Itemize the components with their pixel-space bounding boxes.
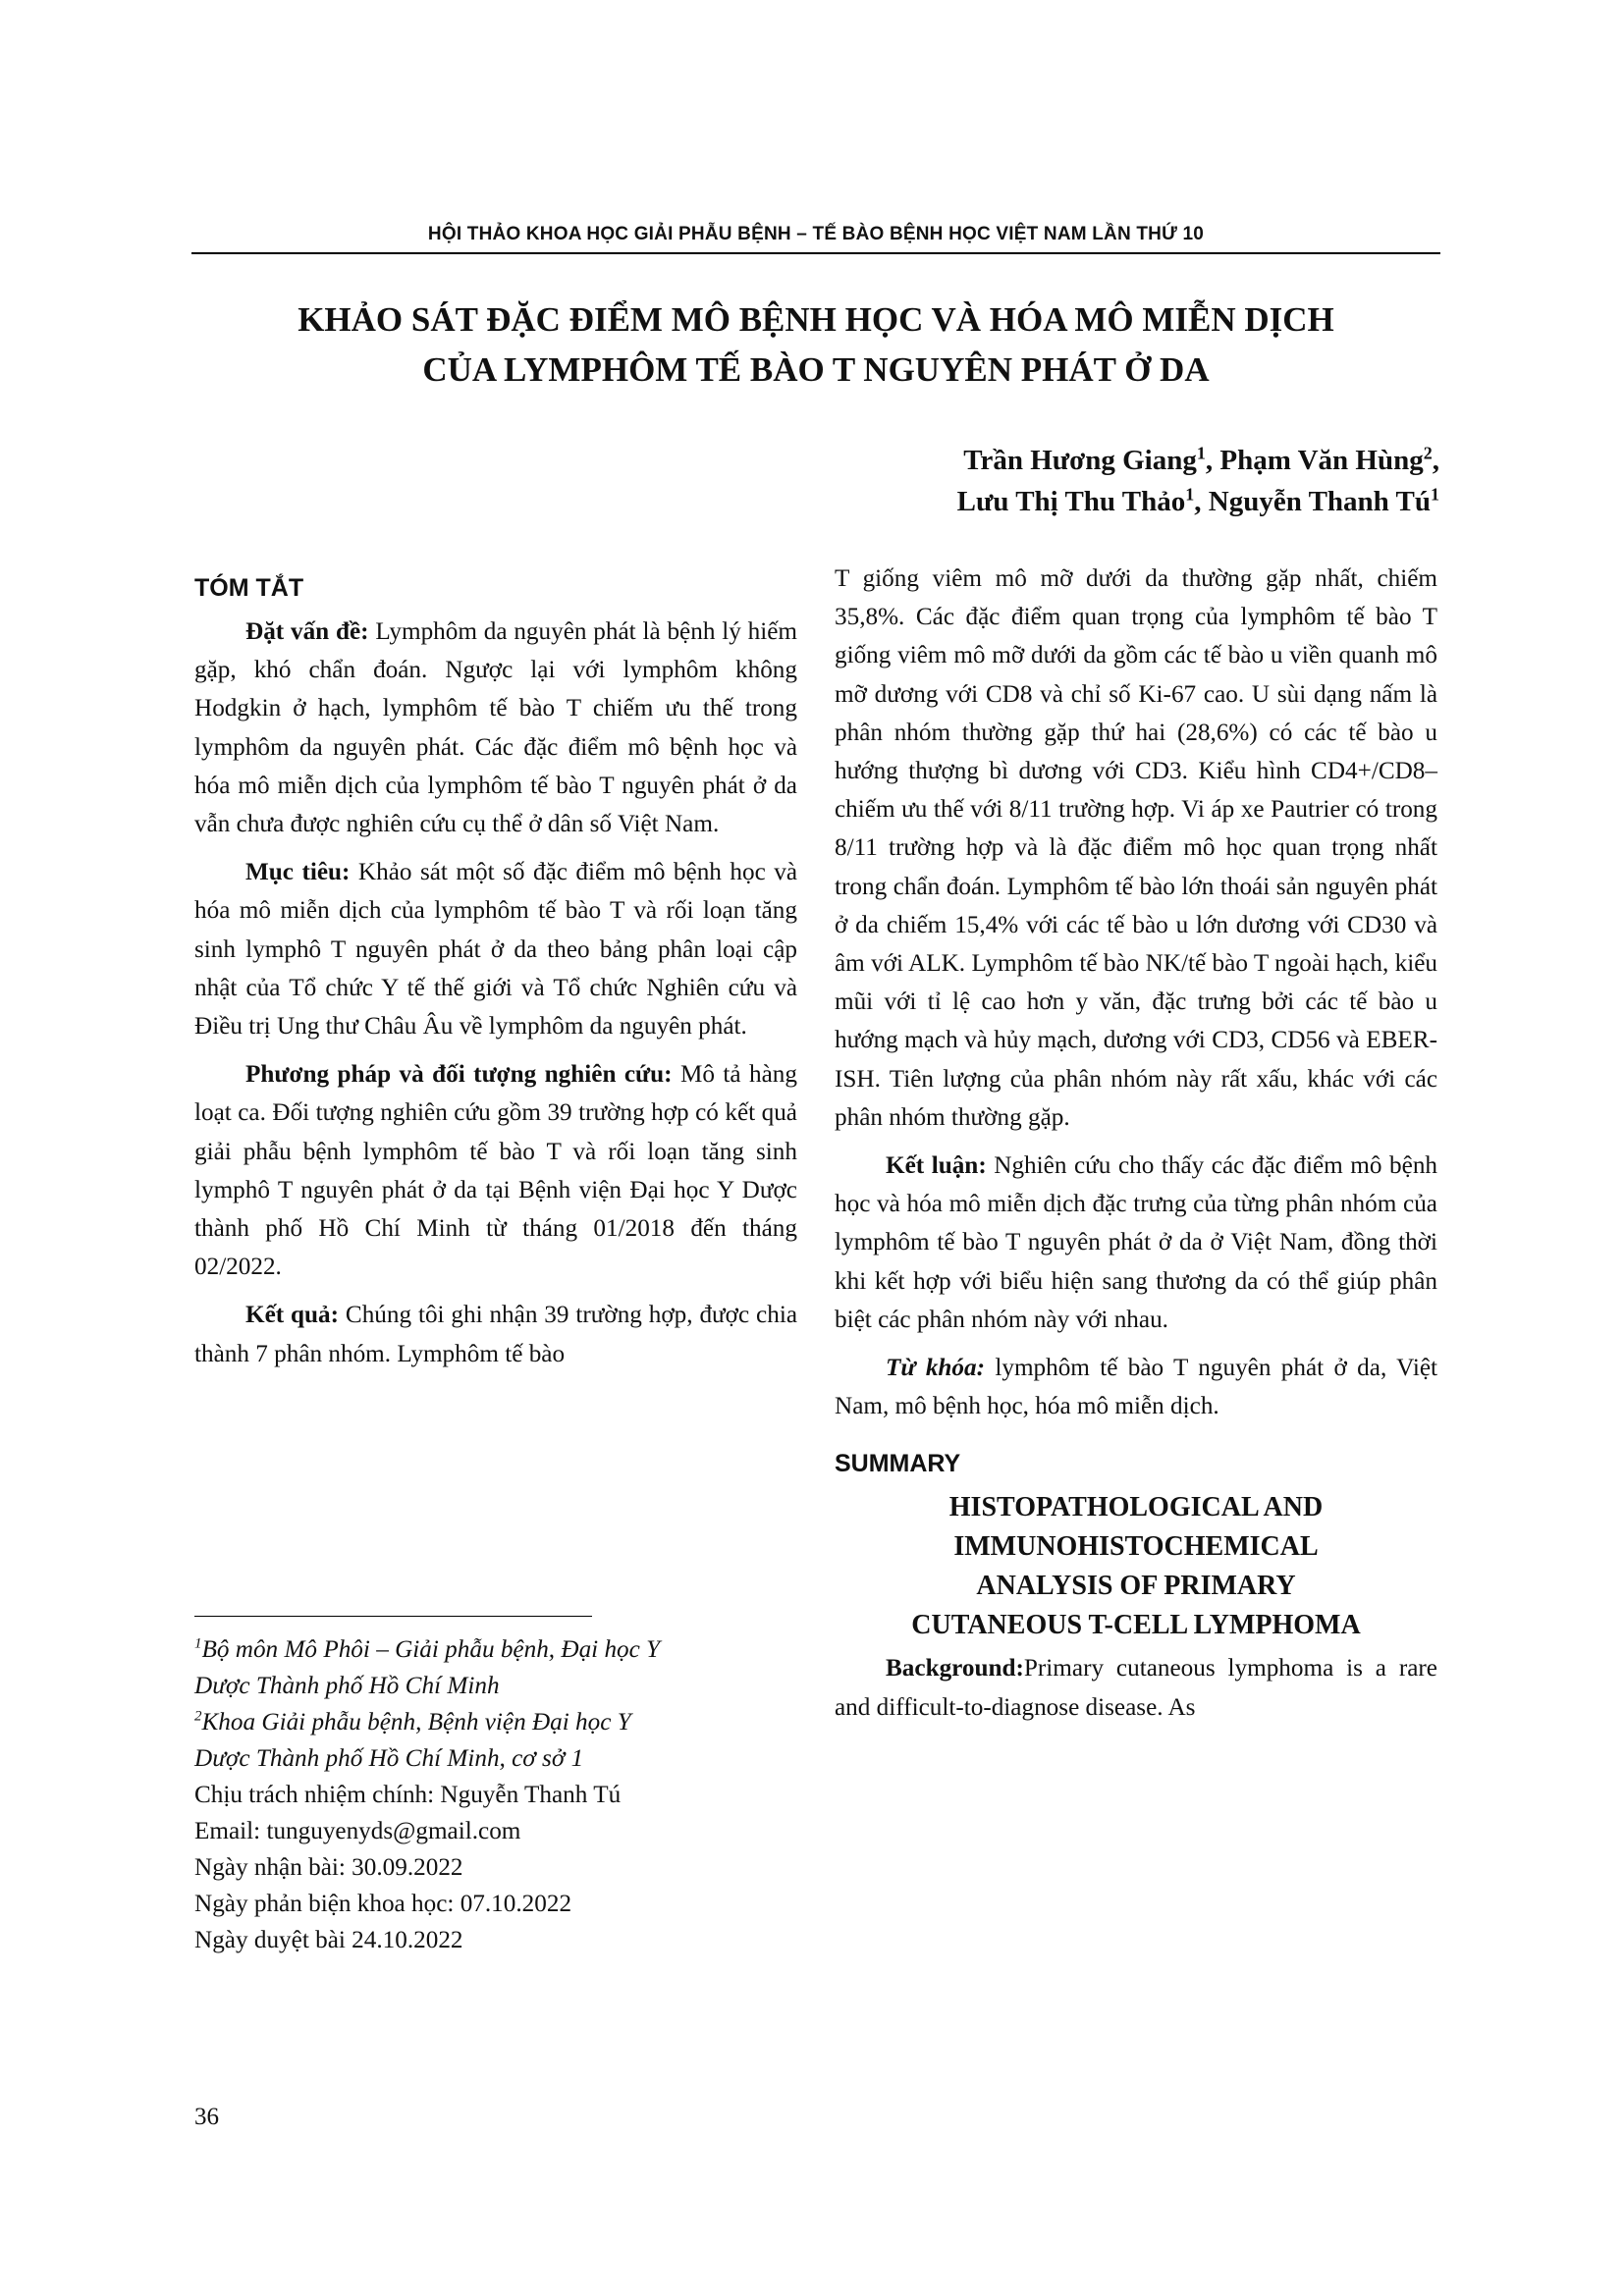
review-date: Ngày phản biện khoa học: 07.10.2022: [194, 1891, 572, 1917]
summary-background-label: Background:: [886, 1655, 1024, 1682]
abstract-background: [194, 613, 797, 843]
abstract-keywords: [835, 1349, 1437, 1425]
author-line-1: [957, 440, 1439, 481]
affiliation-number: 1: [194, 1635, 202, 1652]
summary-heading: SUMMARY: [835, 1450, 961, 1478]
title-line-2: CỦA LYMPHÔM TẾ BÀO T NGUYÊN PHÁT Ở DA: [422, 350, 1210, 389]
affiliation-text: Dược Thành phố Hồ Chí Minh, cơ sở 1: [194, 1745, 584, 1772]
left-column: [194, 560, 797, 1383]
author-name: Lưu Thị Thu Thảo: [956, 486, 1186, 517]
results-label: Kết quả:: [245, 1302, 340, 1329]
background-text: Lymphôm da nguyên phát là bệnh lý hiếm gặp, khó chẩn đoán. Ngược lại với lymphôm không Hodgkin ở hạch, lymphôm tế bào T chiếm ưu thế trong lymphôm da nguyên phát. Các đặc điểm mô bệnh học và hóa mô miễn dịch của lymphôm tế bào T nguyên phát ở da vẫn chưa được nghiên cứu cụ thể ở dân số Việt Nam.: [194, 618, 797, 838]
author-list: [957, 440, 1439, 522]
email-line: Email: tunguyenyds@gmail.com: [194, 1818, 521, 1844]
abstract-conclusion: [835, 1147, 1437, 1339]
summary-background: [835, 1649, 1437, 1726]
footnote-rule: [194, 1616, 592, 1617]
affiliation-number: 2: [194, 1708, 202, 1725]
results-text: Chúng tôi ghi nhận 39 trường hợp, được chia thành 7 phân nhóm. Lymphôm tế bào: [194, 1302, 798, 1367]
running-header: HỘI THẢO KHOA HỌC GIẢI PHẪU BỆNH – TẾ BÀO BỆNH HỌC VIỆT NAM LẦN THỨ 10: [427, 224, 1205, 244]
objective-label: Mục tiêu:: [245, 859, 351, 886]
corresponding-author: Chịu trách nhiệm chính: Nguyễn Thanh Tú: [194, 1782, 622, 1808]
summary-title: [835, 1488, 1437, 1645]
abstract-methods: [194, 1055, 797, 1286]
author-name: Phạm Văn Hùng: [1219, 445, 1424, 476]
methods-text: Mô tả hàng loạt ca. Đối tượng nghiên cứu gồm 39 trường hợp có kết quả giải phẫu bệnh lymphôm tế bào T và rối loạn tăng sinh lymphô T nguyên phát ở da tại Bệnh viện Đại học Y Dược thành phố Hồ Chí Minh từ tháng 01/2018 đến tháng 02/2022.: [194, 1061, 797, 1281]
summary-title-line: HISTOPATHOLOGICAL AND: [948, 1492, 1324, 1523]
author-separator: ,: [1205, 445, 1220, 476]
affiliation-1: [194, 1631, 797, 1704]
author-affiliation: 1: [1431, 484, 1439, 505]
author-affiliation: 1: [1196, 443, 1206, 463]
right-column: [835, 560, 1437, 1736]
abstract-results-continued: T giống viêm mô mỡ dưới da thường gặp nhất, chiếm 35,8%. Các đặc điểm quan trọng của lymphôm tế bào T giống viêm mô mỡ dưới da gồm các tế bào u viền quanh mô mỡ dương với CD8 và chỉ số Ki-67 cao. U sùi dạng nấm là phân nhóm thường gặp thứ hai (28,6%) có các tế bào u hướng thượng bì dương với CD3. Kiểu hình CD4+/CD8– chiếm ưu thế với 8/11 trường hợp. Vi áp xe Pautrier có trong 8/11 trường hợp và là đặc điểm mô học quan trọng nhất trong chẩn đoán. Lymphôm tế bào lớn thoái sản nguyên phát ở da chiếm 15,4% với các tế bào u lớn dương với CD30 và âm với ALK. Lymphôm tế bào NK/tế bào T ngoài hạch, kiểu mũi với tỉ lệ cao hơn y văn, đặc trưng bởi các tế bào u hướng mạch và hủy mạch, dương với CD3, CD56 và EBER-ISH. Tiên lượng của phân nhóm này rất xấu, khác với các phân nhóm thường gặp.: [835, 565, 1437, 1131]
conclusion-text: Nghiên cứu cho thấy các đặc điểm mô bệnh học và hóa mô miễn dịch đặc trưng của từng phân nhóm của lymphôm tế bào T nguyên phát ở da ở Việt Nam, đồng thời khi kết hợp với biểu hiện sang thương da có thể giúp phân biệt các phân nhóm này với nhau.: [835, 1152, 1438, 1333]
header-rule: [191, 252, 1440, 254]
affiliation-2: [194, 1704, 797, 1777]
keywords-label: Từ khóa:: [886, 1355, 985, 1382]
abstract-objective: [194, 853, 797, 1045]
objective-text: Khảo sát một số đặc điểm mô bệnh học và hóa mô miễn dịch của lymphôm tế bào T và rối loạn tăng sinh lymphô T nguyên phát ở da theo bảng phân loại cập nhật của Tổ chức Y tế thế giới và Tổ chức Nghiên cứu và Điều trị Ung thư Châu Âu về lymphôm da nguyên phát.: [194, 859, 798, 1041]
summary-title-line: ANALYSIS OF PRIMARY: [976, 1571, 1296, 1602]
article-title: [191, 294, 1440, 395]
abstract-results: [194, 1296, 797, 1372]
author-affiliation: 2: [1423, 443, 1433, 463]
author-separator: ,: [1194, 486, 1209, 517]
background-label: Đặt vấn đề:: [245, 618, 369, 645]
summary-title-line: CUTANEOUS T-CELL LYMPHOMA: [911, 1610, 1361, 1641]
received-date: Ngày nhận bài: 30.09.2022: [194, 1854, 463, 1881]
conclusion-label: Kết luận:: [886, 1152, 987, 1180]
summary-background-text: Primary cutaneous lymphoma is a rare and difficult-to-diagnose disease. As: [835, 1655, 1437, 1721]
affiliation-text: Bộ môn Mô Phôi – Giải phẫu bệnh, Đại học Y: [201, 1636, 661, 1663]
abstract-heading: TÓM TẮT: [194, 574, 304, 602]
author-separator: ,: [1432, 445, 1439, 476]
affiliation-text: Khoa Giải phẫu bệnh, Bệnh viện Đại học Y: [201, 1709, 631, 1735]
footnotes: [194, 1631, 797, 1958]
title-line-1: KHẢO SÁT ĐẶC ĐIỂM MÔ BỆNH HỌC VÀ HÓA MÔ MIỄN DỊCH: [298, 300, 1334, 339]
author-affiliation: 1: [1185, 484, 1195, 505]
keywords-text: lymphôm tế bào T nguyên phát ở da, Việt Nam, mô bệnh học, hóa mô miễn dịch.: [835, 1355, 1437, 1420]
accepted-date: Ngày duyệt bài 24.10.2022: [194, 1927, 463, 1953]
author-name: Nguyễn Thanh Tú: [1208, 486, 1431, 517]
affiliation-text: Dược Thành phố Hồ Chí Minh: [194, 1673, 500, 1699]
summary-title-line: IMMUNOHISTOCHEMICAL: [953, 1531, 1319, 1563]
author-line-2: [957, 481, 1439, 522]
author-name: Trần Hương Giang: [963, 445, 1197, 476]
page-number: 36: [194, 2104, 219, 2130]
methods-label: Phương pháp và đối tượng nghiên cứu:: [245, 1061, 673, 1089]
